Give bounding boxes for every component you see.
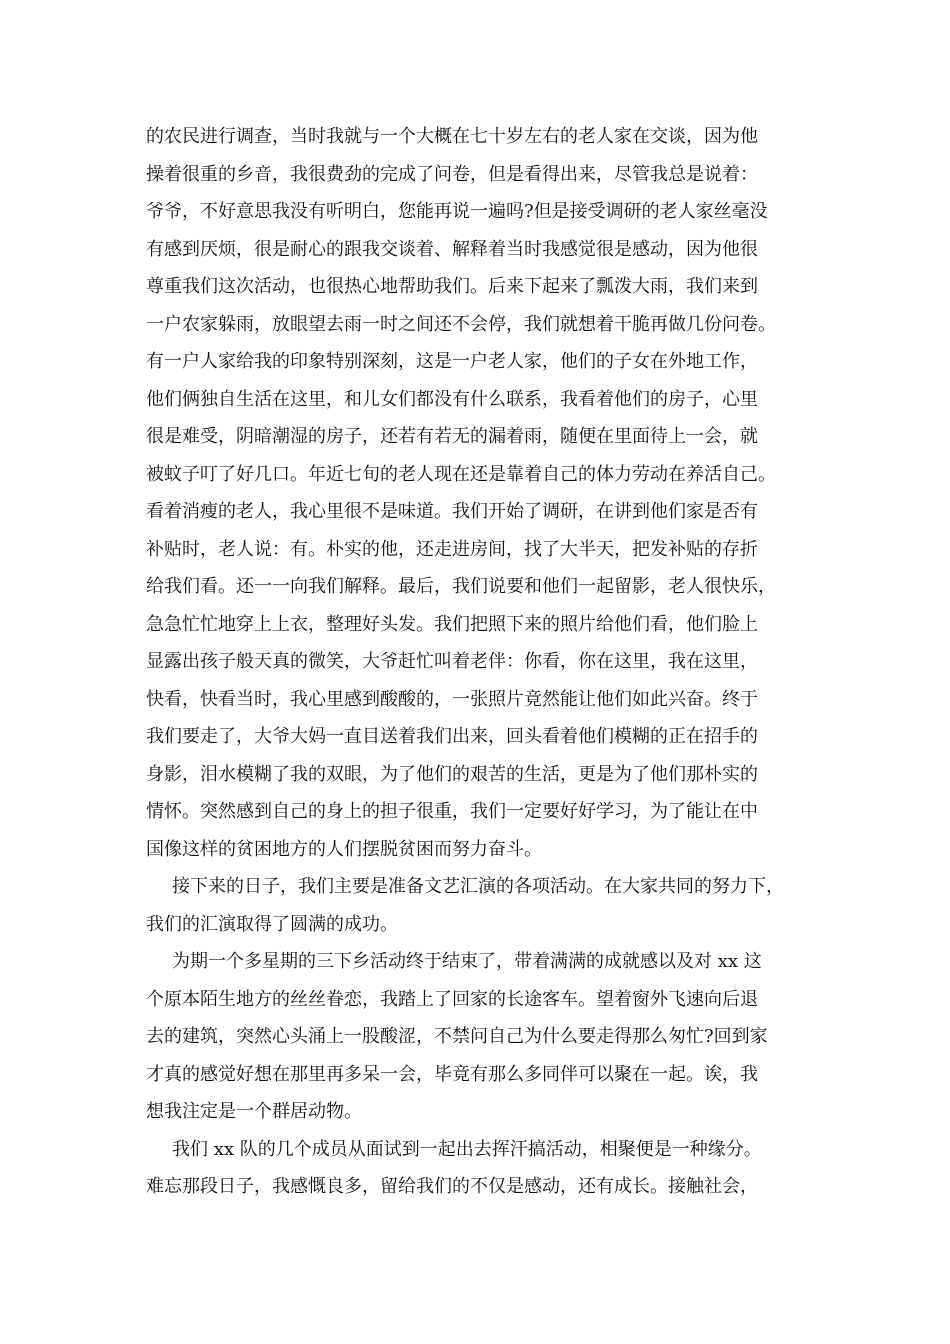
- text-line: 我们要走了，大爷大妈一直目送着我们出来，回头看着他们模糊的正在招手的: [146, 726, 758, 747]
- text-line: 为期一个多星期的三下乡活动终于结束了，带着满满的成就感以及对 xx 这: [172, 951, 762, 972]
- text-line: 被蚊子叮了好几口。年近七旬的老人现在还是靠着自己的体力劳动在养活自己。: [146, 463, 776, 485]
- text-line: 有一户人家给我的印象特别深刻，这是一户老人家，他们的子女在外地工作，: [146, 351, 758, 372]
- text-line: 我们的汇演取得了圆满的成功。: [146, 913, 398, 935]
- text-line: 看着消瘦的老人，我心里很不是味道。我们开始了调研，在讲到他们家是否有: [146, 501, 758, 522]
- text-line: 的农民进行调查，当时我就与一个大概在七十岁左右的老人家在交谈，因为他: [146, 126, 758, 147]
- text-line: 给我们看。还一一向我们解释。最后，我们说要和他们一起留影，老人很快乐，: [146, 576, 776, 597]
- text-line: 个原本陌生地方的丝丝眷恋，我踏上了回家的长途客车。望着窗外飞速向后退: [146, 988, 758, 1010]
- text-line: 爷爷，不好意思我没有听明白，您能再说一遍吗?但是接受调研的老人家丝毫没: [146, 201, 768, 222]
- document-body: [146, 118, 826, 1206]
- text-line: 急急忙忙地穿上上衣，整理好头发。我们把照下来的照片给他们看，他们脸上: [146, 613, 758, 635]
- text-line: 国像这样的贫困地方的人们摆脱贫困而努力奋斗。: [146, 838, 542, 860]
- text-line: 去的建筑，突然心头涌上一股酸涩，不禁问自己为什么要走得那么匆忙?回到家: [146, 1026, 768, 1047]
- text-line: 他们俩独自生活在这里，和儿女们都没有什么联系，我看着他们的房子，心里: [146, 388, 758, 410]
- text-line: 很是难受，阴暗潮湿的房子，还若有若无的漏着雨，随便在里面待上一会，就: [146, 426, 758, 447]
- text-line: 接下来的日子，我们主要是准备文艺汇演的各项活动。在大家共同的努力下，: [172, 876, 784, 897]
- text-line: 补贴时，老人说：有。朴实的他，还走进房间，找了大半天，把发补贴的存折: [146, 538, 758, 560]
- text-line: 有感到厌烦，很是耐心的跟我交谈着、解释着当时我感觉很是感动，因为他很: [146, 238, 758, 260]
- text-line: 操着很重的乡音，我很费劲的完成了问卷，但是看得出来，尽管我总是说着：: [146, 163, 758, 185]
- text-line: 情怀。突然感到自己的身上的担子很重，我们一定要好好学习，为了能让在中: [146, 801, 758, 822]
- text-line: 尊重我们这次活动，也很热心地帮助我们。后来下起来了瓢泼大雨，我们来到: [146, 276, 758, 297]
- text-line: 我们 xx 队的几个成员从面试到一起出去挥汗搞活动，相聚便是一种缘分。: [172, 1138, 762, 1160]
- text-line: 身影，泪水模糊了我的双眼，为了他们的艰苦的生活，更是为了他们那朴实的: [146, 763, 758, 785]
- text-line: 显露出孩子般天真的微笑，大爷赶忙叫着老伴：你看，你在这里，我在这里，: [146, 651, 758, 672]
- text-line: 才真的感觉好想在那里再多呆一会，毕竟有那么多同伴可以聚在一起。诶，我: [146, 1063, 758, 1085]
- text-line: 想我注定是一个群居动物。: [146, 1101, 362, 1122]
- text-line: 难忘那段日子，我感慨良多，留给我们的不仅是感动，还有成长。接触社会，: [146, 1176, 758, 1197]
- text-line: 快看，快看当时，我心里感到酸酸的，一张照片竟然能让他们如此兴奋。终于: [146, 688, 758, 710]
- text-line: 一户农家躲雨，放眼望去雨一时之间还不会停，我们就想着干脆再做几份问卷。: [146, 313, 776, 335]
